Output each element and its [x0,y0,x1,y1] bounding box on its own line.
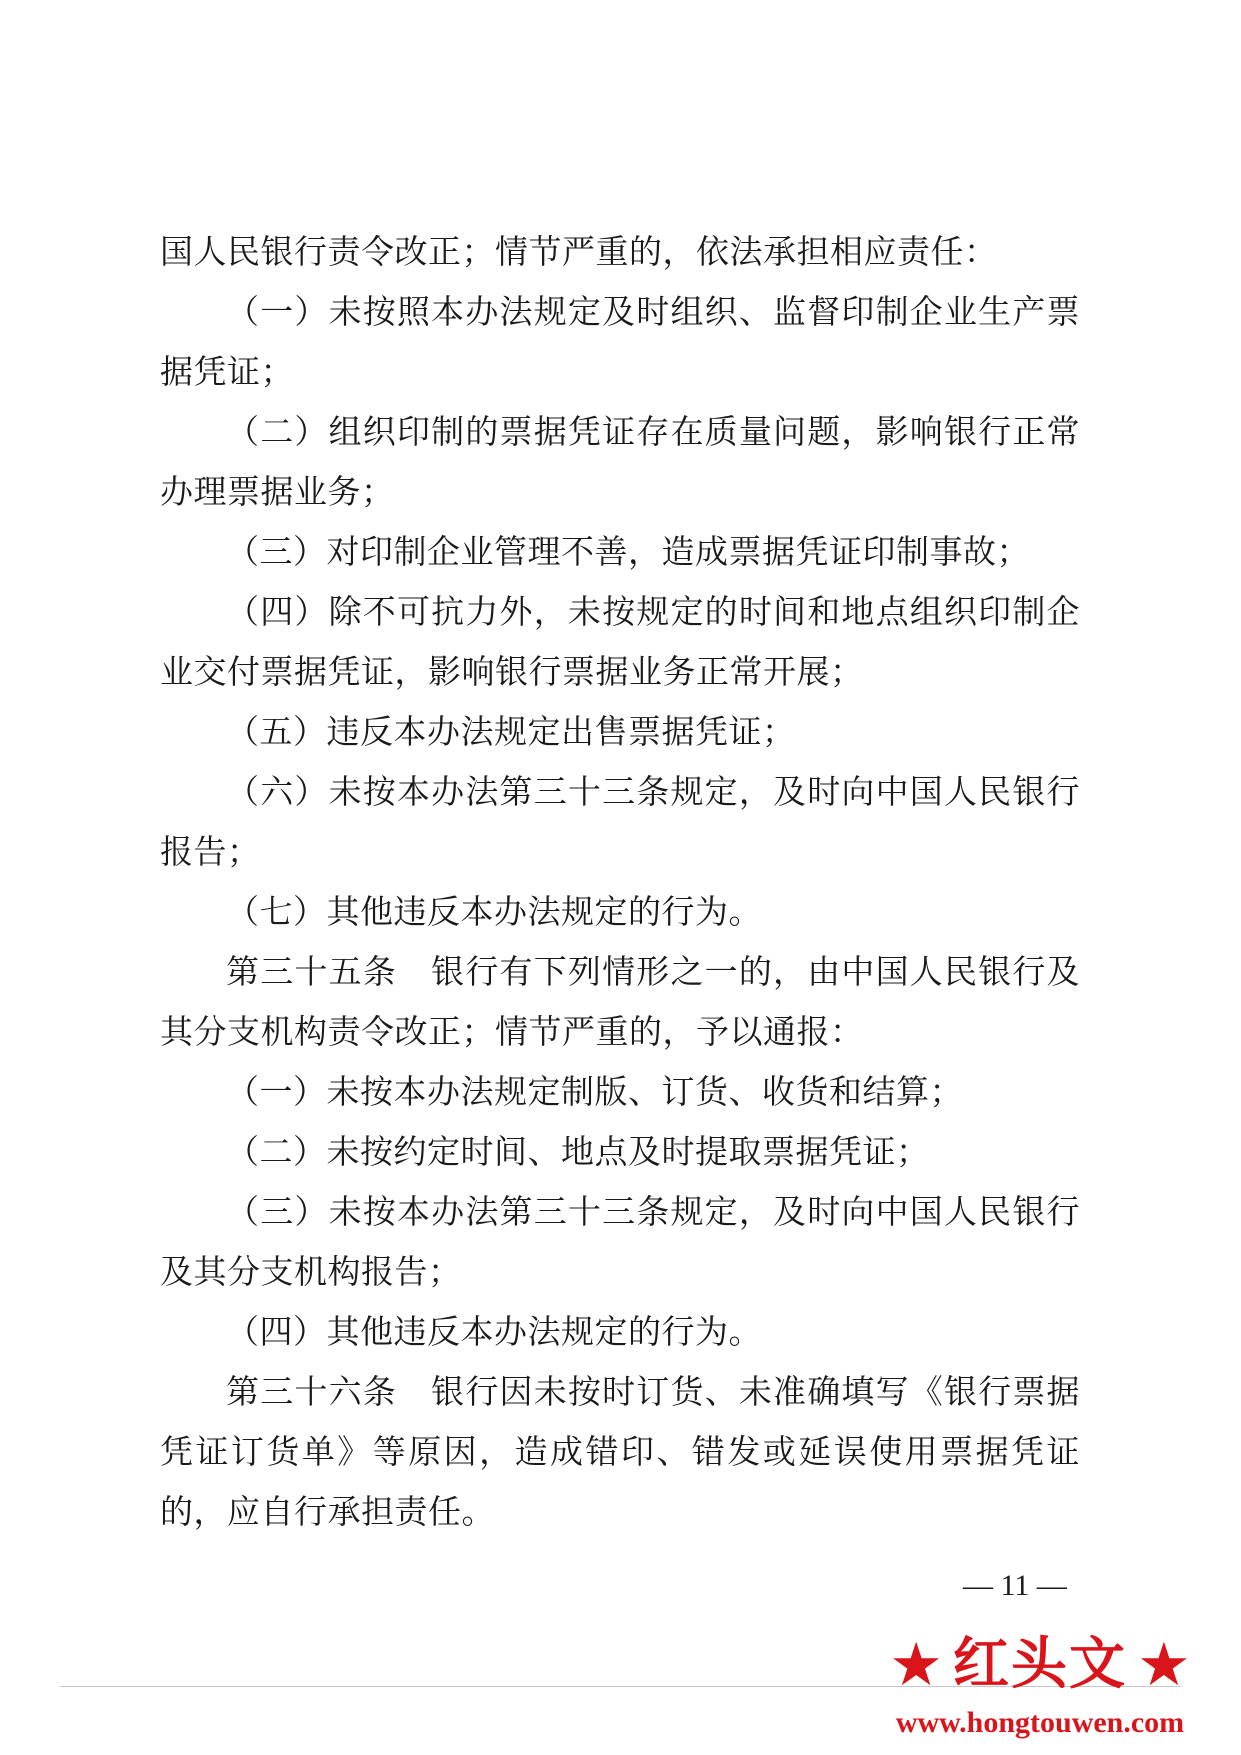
paragraph: （四）除不可抗力外，未按规定的时间和地点组织印制企业交付票据凭证，影响银行票据业务正常开展； [160,592,1080,691]
watermark-url: www.hongtouwen.com [895,1706,1185,1739]
paragraph: （三）未按本办法第三十三条规定，及时向中国人民银行及其分支机构报告； [160,1192,1080,1291]
document-body [160,222,1080,1542]
paragraph: （一）未按照本办法规定及时组织、监督印制企业生产票据凭证； [160,292,1080,391]
star-icon: ★ [889,1630,943,1700]
paragraph: （二）组织印制的票据凭证存在质量问题，影响银行正常办理票据业务； [160,412,1080,511]
paragraph: （四）其他违反本办法规定的行为。 [226,1312,762,1351]
paragraph: （七）其他违反本办法规定的行为。 [226,892,762,931]
watermark [860,1630,1220,1750]
article-36: 第三十六条 银行因未按时订货、未准确填写《银行票据凭证订货单》等原因，造成错印、错发或延误使用票据凭证的，应自行承担责任。 [160,1372,1080,1531]
paragraph: 国人民银行责令改正；情节严重的，依法承担相应责任： [160,232,998,271]
paragraph: （二）未按约定时间、地点及时提取票据凭证； [226,1132,930,1171]
watermark-title-row [860,1630,1220,1700]
article-35: 第三十五条 银行有下列情形之一的，由中国人民银行及其分支机构责令改正；情节严重的，予以通报： [160,952,1080,1051]
star-icon: ★ [1137,1630,1191,1700]
watermark-title: 红头文 [953,1632,1127,1697]
paragraph: （五）违反本办法规定出售票据凭证； [226,712,796,751]
paragraph: （三）对印制企业管理不善，造成票据凭证印制事故； [226,532,1030,571]
page-number: — 11 — [963,1569,1067,1602]
paragraph: （一）未按本办法规定制版、订货、收货和结算； [226,1072,963,1111]
paragraph: （六）未按本办法第三十三条规定，及时向中国人民银行报告； [160,772,1080,871]
